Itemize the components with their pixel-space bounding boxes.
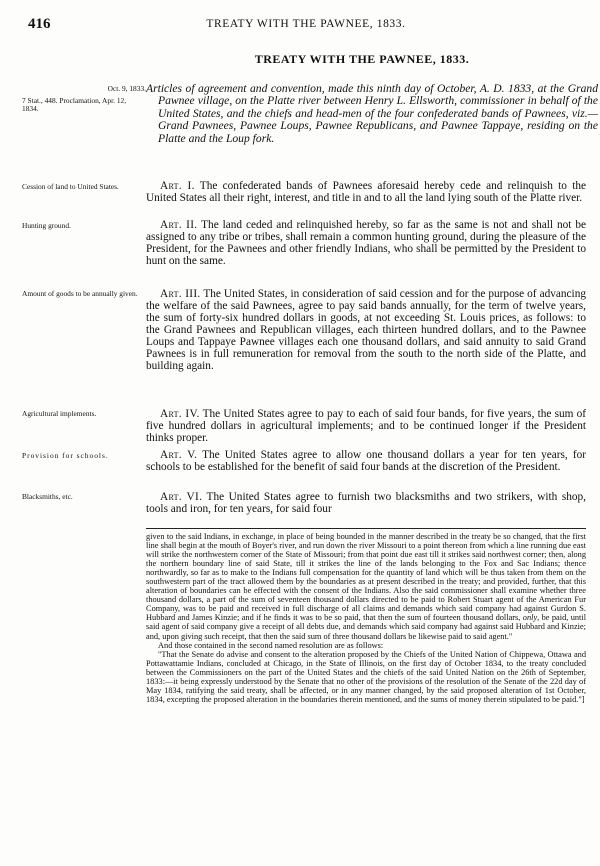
footnote-text: given to the said Indians, in exchange, in place of being bounded in the manner described in the treaty be so changed, that the first line shall begin at the mouth of Boyer's river, and run down the river Missouri to a point thereon from which a line running due east will strike the northwestern corner of the State of Missouri; from that point due east till it strikes said northwest corner; then, along the northern boundary line of said State, till it strikes the line of the lands belonging to the Fox and Sac Indians; thence northwardly, so far as to make to the Indians full compensation for the quantity of land which will be thus taken from them on the southwestern part of the tract allowed them by the boundaries as at present described in the treaty; and provided, further, that this alteration of boundaries can be effected with the consent of the Indians. Also the said commissioner shall examine whether three thousand dollars, a part of the sum of seventeen thousand dollars directed to be paid to Robert Stuart agent of the American Fur Company, was to be paid and received in full discharge of all claims and demands which said company had against Gurdon S. Hubbard and James Kinzie; and if he finds it was to be so paid, that then the sum of fourteen thousand dollars, bbox=[146, 532, 586, 623]
footnote-divider bbox=[146, 528, 586, 529]
article-label: Art. II. bbox=[160, 219, 198, 231]
article-label: Art. III. bbox=[160, 288, 201, 300]
footnote-emphasis: only bbox=[522, 613, 538, 623]
margin-note-date: Oct. 9, 1833. bbox=[107, 84, 146, 93]
article-text: The United States, in consideration of said cession and for the purpose of advancing the welfare of the said Pawnees, agree to pay said bands annually, for the term of twelve years, the sum of forty-six hundred dollars in goods, at not exceeding St. Louis prices, as follows: to the Grand Pawnees and Republican villages, each thirteen hundred dollars, and to the Pawnee Loups and Tappaye Pawnee villages each one thousand dollars, and said annuity to said Grand Pawnees is in full remuneration for removal from the south to the north side of the Platte, and building again. bbox=[146, 288, 586, 373]
margin-note-agricultural: Agricultural implements. bbox=[22, 409, 97, 418]
article-text: The United States agree to pay to each of said four bands, for five years, the sum of five hundred dollars in agricultural implements; and to be continued longer if the President thinks proper. bbox=[146, 408, 586, 445]
treaty-title: TREATY WITH THE PAWNEE, 1833. bbox=[254, 52, 470, 66]
article-label: Art. IV. bbox=[160, 408, 200, 420]
page-number: 416 bbox=[28, 16, 51, 32]
article-text: The land ceded and relinquished hereby, so far as the same is not and shall not be assigned to any tribe or tribes, shall remain a common hunting ground, during the pleasure of the President, for the Pawnees and other friendly Indians, who shall be permitted by the President to hunt on the same. bbox=[146, 219, 586, 268]
page-header bbox=[28, 16, 584, 36]
article-text: The confederated bands of Pawnees aforesaid hereby cede and relinquish to the United States all their right, interest, and title in and to all the land lying south of the Platte river. bbox=[146, 180, 587, 205]
article-label: Art. VI. bbox=[160, 491, 203, 503]
article-text: The United States agree to furnish two blacksmiths and two strikers, with shop, tools and iron, for ten years, for said four bbox=[146, 491, 586, 516]
footnote bbox=[146, 532, 586, 704]
article-1 bbox=[146, 180, 586, 204]
article-label: Art. I. bbox=[160, 180, 195, 192]
article-4 bbox=[146, 408, 586, 444]
article-5 bbox=[146, 449, 586, 473]
margin-note-blacksmiths: Blacksmiths, etc. bbox=[22, 492, 73, 501]
footnote-text: , be paid, until said agent of said company give a receipt of all debts due, and demands which said company had against said Hubbard and Kinzie; and, upon giving such receipt, that then the said sum of three thousand dollars be likewise paid to said agent." bbox=[146, 613, 587, 641]
footnote-paragraph: And those contained in the second named resolution are as follows: bbox=[158, 640, 384, 650]
article-3 bbox=[146, 288, 586, 372]
margin-note-cession: Cession of land to United States. bbox=[22, 182, 119, 191]
footnote-paragraph bbox=[146, 532, 586, 641]
footnote-paragraph: "That the Senate do advise and consent to the alteration proposed by the Chiefs of the United Nation of Chippewa, Ottawa and Pottawattamie Indians, concluded at Chicago, in the State of Illinois, on the first day of October 1834, to the treaty concluded between the Commissioners on the part of the United States and the chiefs of the said United Nation on the 26th of September, 1833:—it being expressly understood by the Senate that no other of the provisions of the resolution of the Senate of the 22d day of May 1834, ratifying the said treaty, shall be affected, or in any manner changed, by the said proposed alteration of 1st October, 1834, excepting the proposed alteration in the boundaries therein mentioned, and the sums of money therein stipulated to be paid."] bbox=[146, 649, 586, 704]
article-text: The United States agree to allow one thousand dollars a year for ten years, for schools to be established for the benefit of said four bands at the discretion of the President. bbox=[146, 449, 586, 474]
margin-note-schools: Provision for schools. bbox=[22, 451, 109, 460]
article-6 bbox=[146, 491, 586, 515]
margin-note-citation: 7 Stat., 448. Proclamation, Apr. 12, 1834. bbox=[22, 96, 127, 114]
article-2 bbox=[146, 219, 586, 267]
treaty-preamble: Articles of agreement and convention, made this ninth day of October, A. D. 1833, at the Grand Pawnee village, on the Platte river between Henry L. Ellsworth, commissioner in behalf of the United States, and the chiefs and head-men of the four confederated bands of Pawnees, viz.—Grand Pawnees, Pawnee Loups, Pawnee Republicans, and Pawnee Tappaye, residing on the Platte and the Loup fork. bbox=[146, 82, 598, 145]
margin-note-goods: Amount of goods to be annually given. bbox=[22, 289, 138, 298]
margin-note-hunting: Hunting ground. bbox=[22, 221, 71, 230]
running-head: TREATY WITH THE PAWNEE, 1833. bbox=[206, 18, 406, 30]
article-label: Art. V. bbox=[160, 449, 198, 461]
